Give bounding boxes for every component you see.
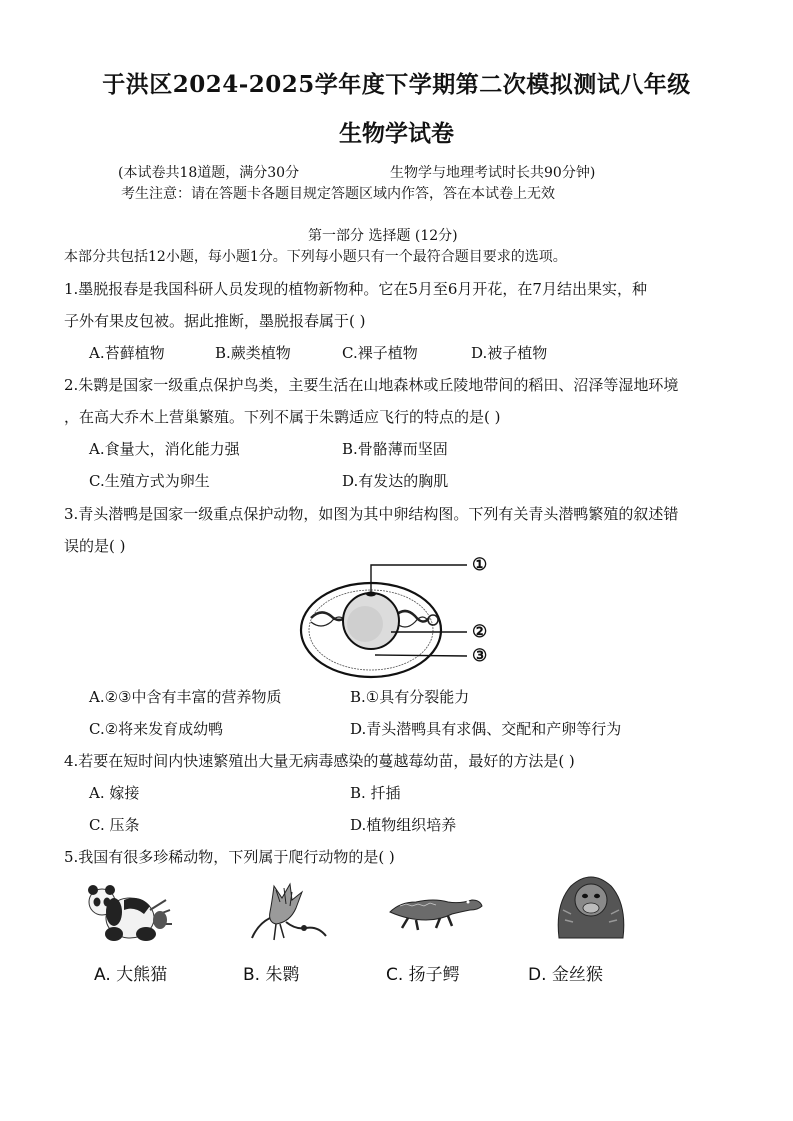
ibis-icon: [246, 878, 336, 944]
q1-option-d[interactable]: D.被子植物: [471, 344, 548, 362]
question-2-line1: 2.朱鹮是国家一级重点保护鸟类，主要生活在山地森林或丘陵地带间的稻田、沼泽等湿地环境: [64, 376, 679, 394]
q2-option-d[interactable]: D.有发达的胸肌: [342, 472, 449, 490]
section-title: 第一部分 选择题 (12分): [308, 228, 458, 244]
q5-option-d[interactable]: D. 金丝猴: [528, 965, 603, 985]
section-intro: 本部分共包括12小题，每小题1分。下列每小题只有一个最符合题目要求的选项。: [64, 249, 567, 265]
alligator-icon: [386, 886, 486, 932]
exam-info-right: 生物学与地理考试时长共90分钟): [390, 165, 596, 181]
q4-option-a[interactable]: A. 嫁接: [89, 784, 140, 802]
exam-info-left: (本试卷共18道题，满分30分: [118, 165, 300, 181]
diagram-label-1: ①: [472, 555, 488, 575]
diagram-label-3: ③: [472, 646, 488, 666]
exam-subtitle: 生物学试卷: [339, 120, 454, 147]
q2-option-c[interactable]: C.生殖方式为卵生: [89, 472, 210, 490]
q1-option-b[interactable]: B.蕨类植物: [215, 344, 291, 362]
q3-option-a[interactable]: A.②③中含有丰富的营养物质: [89, 688, 282, 706]
question-3-line2: 误的是( ): [64, 537, 126, 555]
question-4-line1: 4.若要在短时间内快速繁殖出大量无病毒感染的蔓越莓幼苗，最好的方法是( ): [64, 752, 575, 770]
q2-option-a[interactable]: A.食量大，消化能力强: [89, 440, 240, 458]
exam-title: 于洪区2024-2025学年度下学期第二次模拟测试八年级: [102, 71, 691, 98]
question-1-line1: 1.墨脱报春是我国科研人员发现的植物新物种。它在5月至6月开花，在7月结出果实，种: [64, 280, 647, 298]
q5-option-a[interactable]: A. 大熊猫: [94, 965, 168, 985]
q5-option-b[interactable]: B. 朱鹮: [243, 965, 300, 985]
monkey-icon: [551, 870, 631, 942]
panda-icon: [84, 880, 174, 944]
q4-option-d[interactable]: D.植物组织培养: [350, 816, 457, 834]
diagram-label-2: ②: [472, 622, 488, 642]
question-3-line1: 3.青头潜鸭是国家一级重点保护动物，如图为其中卵结构图。下列有关青头潜鸭繁殖的叙述错: [64, 505, 679, 523]
question-2-line2: ，在高大乔木上营巢繁殖。下列不属于朱鹮适应飞行的特点的是( ): [64, 408, 501, 426]
exam-notice: 考生注意：请在答题卡各题目规定答题区域内作答，答在本试卷上无效: [121, 186, 555, 202]
q5-option-c[interactable]: C. 扬子鳄: [386, 965, 460, 985]
q3-option-b[interactable]: B.①具有分裂能力: [350, 688, 470, 706]
q3-option-c[interactable]: C.②将来发育成幼鸭: [89, 720, 224, 738]
q4-option-b[interactable]: B. 扦插: [350, 784, 401, 802]
q4-option-c[interactable]: C. 压条: [89, 816, 140, 834]
q3-option-d[interactable]: D.青头潜鸭具有求偶、交配和产卵等行为: [350, 720, 622, 738]
q1-option-a[interactable]: A.苔藓植物: [89, 344, 165, 362]
q1-option-c[interactable]: C.裸子植物: [342, 344, 418, 362]
q2-option-b[interactable]: B.骨骼薄而坚固: [342, 440, 448, 458]
question-1-line2: 子外有果皮包被。据此推断，墨脱报春属于( ): [64, 312, 366, 330]
question-5-line1: 5.我国有很多珍稀动物，下列属于爬行动物的是( ): [64, 848, 395, 866]
